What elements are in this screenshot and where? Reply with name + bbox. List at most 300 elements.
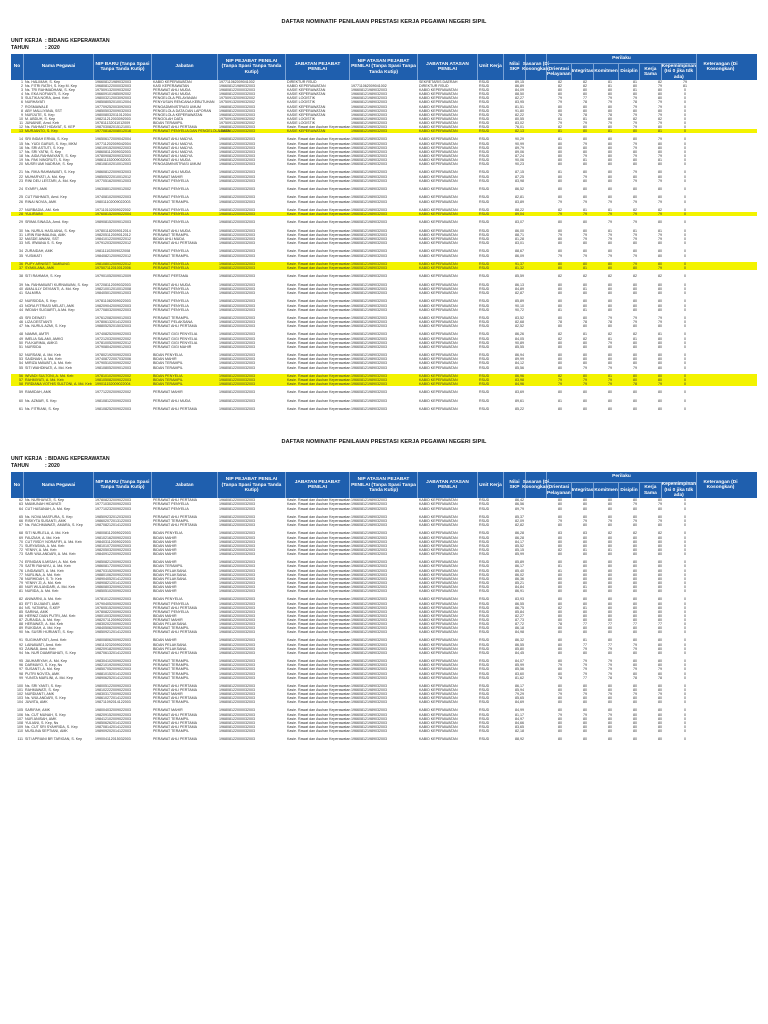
- row-number-cell: 80: [19, 584, 23, 589]
- employee-name-cell: Ns. WULANDARI, S. Kep: [25, 696, 66, 701]
- pejabat-penilai-jabatan-cell: Kasie. Rawat dan Asuhan Keperawatan: [287, 514, 351, 519]
- nilai-skp-cell: 82,68: [515, 320, 524, 325]
- kepemimpinan-cell: 0: [684, 621, 686, 626]
- nilai-skp-cell: 84,09: [515, 88, 524, 93]
- komitmen-cell: 80: [608, 498, 612, 503]
- atasan-nip-cell: 196608121989032003: [351, 104, 387, 109]
- komitmen-cell: 79: [608, 236, 612, 241]
- header-orientasi-pelayanan: Orientasi Pelayanan: [547, 64, 572, 80]
- kepemimpinan-cell: 0: [684, 531, 686, 536]
- row-number-cell: 92: [19, 642, 23, 647]
- employee-nip-cell: 198207112009022003: [95, 617, 131, 622]
- row-number-cell: 105: [17, 708, 23, 713]
- komitmen-cell: 79: [608, 220, 612, 225]
- table-row: [11, 507, 757, 511]
- komitmen-cell: 79: [608, 100, 612, 105]
- atasan-jabatan-cell: KABID KEPERAWATAN: [419, 236, 458, 241]
- sasaran-cell: [526, 254, 547, 258]
- employee-name-cell: Ns. AIDA RAHMAYANTI, S. Kep: [25, 153, 77, 158]
- integritas-cell: 79: [583, 663, 587, 668]
- row-number-cell: 75: [19, 564, 23, 569]
- unit-kerja-cell: RSUD: [479, 199, 490, 204]
- atasan-nip-cell: 196608121989032003: [351, 315, 387, 320]
- nilai-skp-cell: 90,06: [515, 157, 524, 162]
- komitmen-cell: 80: [608, 683, 612, 688]
- nilai-skp-cell: 85,94: [515, 688, 524, 693]
- orientasi-pelayanan-cell: 80: [558, 688, 562, 693]
- komitmen-cell: 80: [608, 361, 612, 366]
- atasan-nip-cell: 196608121989032003: [351, 700, 387, 705]
- integritas-cell: 80: [583, 539, 587, 544]
- pejabat-penilai-jabatan-cell: Kasie. Rawat dan Asuhan Keperawatan: [287, 174, 351, 179]
- komitmen-cell: 80: [608, 344, 612, 349]
- kepemimpinan-cell: 0: [684, 725, 686, 730]
- kepemimpinan-cell: 0: [684, 149, 686, 154]
- employee-jabatan-cell: PERAWAT AHLI MADYA: [153, 149, 193, 154]
- row-number-cell: 68: [19, 531, 23, 536]
- atasan-nip-cell: 196608121989032003: [351, 92, 387, 97]
- atasan-jabatan-cell: KABID KEPERAWATAN: [419, 572, 458, 577]
- header-keterangan: Keterangan (Di Kosongkan): [703, 61, 738, 72]
- pejabat-penilai-jabatan-cell: Kasie. Rawat dan Asuhan Keperawatan: [287, 584, 351, 589]
- employee-nip-cell: 198706132014122003: [95, 650, 131, 655]
- atasan-nip-cell: 196608121989032003: [351, 708, 387, 713]
- kepemimpinan-cell: 0: [684, 663, 686, 668]
- employee-jabatan-cell: PERAWAT AHLI MUDA: [153, 92, 191, 97]
- komitmen-cell: 80: [608, 178, 612, 183]
- pejabat-penilai-nip-cell: 196808122000032003: [219, 299, 255, 304]
- kepemimpinan-cell: 0: [684, 274, 686, 279]
- integritas-cell: 81: [583, 638, 587, 643]
- komitmen-cell: 80: [608, 568, 612, 573]
- employee-nip-cell: 198410122009022012: [95, 236, 131, 241]
- disiplin-cell: 82: [633, 531, 637, 536]
- unit-kerja-cell: RSUD: [479, 344, 490, 349]
- pejabat-penilai-nip-cell: 196808122000032003: [219, 658, 255, 663]
- disiplin-cell: 80: [633, 241, 637, 246]
- keterangan-cell: [697, 162, 744, 166]
- atasan-nip-cell: 196608121989032003: [351, 506, 387, 511]
- unit-kerja-cell: RSUD: [479, 514, 490, 519]
- komitmen-cell: 79: [608, 315, 612, 320]
- orientasi-pelayanan-cell: 80: [558, 737, 562, 742]
- disiplin-cell: 79: [633, 502, 637, 507]
- sasaran-cell: [526, 200, 547, 204]
- employee-jabatan-cell: PERAWAT GIGI PENYELIA: [153, 332, 198, 337]
- orientasi-pelayanan-cell: 81: [558, 137, 562, 142]
- orientasi-pelayanan-cell: 80: [558, 162, 562, 167]
- integritas-cell: 80: [583, 361, 587, 366]
- pejabat-penilai-nip-cell: 196808122000032003: [219, 282, 255, 287]
- employee-name-cell: CUT RAHMATI, Amd. Kep: [25, 195, 67, 200]
- row-number-cell: 107: [17, 716, 23, 721]
- atasan-jabatan-cell: KABID KEPERAWATAN: [419, 207, 458, 212]
- komitmen-cell: 80: [608, 88, 612, 93]
- atasan-nip-cell: 196608121989032003: [351, 580, 387, 585]
- pejabat-penilai-nip-cell: 196808122000032003: [219, 365, 255, 370]
- kerja-sama-cell: 80: [658, 352, 662, 357]
- kerja-sama-cell: 80: [658, 378, 662, 382]
- employee-jabatan-cell: PERAWAT AHLI MADYA: [153, 137, 193, 142]
- kepemimpinan-cell: 0: [684, 88, 686, 93]
- atasan-nip-cell: 196608121989032003: [351, 112, 387, 117]
- integritas-cell: 81: [583, 547, 587, 552]
- kerja-sama-cell: 80: [658, 523, 662, 528]
- integritas-cell: 81: [583, 116, 587, 121]
- pejabat-penilai-nip-cell: 196808122000032003: [219, 716, 255, 721]
- pejabat-penilai-jabatan-cell: Kasie. Rawat dan Asuhan Keperawatan: [287, 195, 351, 200]
- pejabat-penilai-jabatan-cell: Kasie. Rawat dan Asuhan Keperawatan: [287, 663, 351, 668]
- orientasi-pelayanan-cell: 80: [558, 658, 562, 663]
- row-number-cell: 83: [19, 601, 23, 606]
- nilai-skp-cell: 90,72: [515, 307, 524, 312]
- table-row: [11, 407, 757, 411]
- pejabat-penilai-nip-cell: 197509132009032002: [219, 96, 255, 101]
- employee-nip-cell: 198010032009022003: [95, 613, 131, 618]
- disiplin-cell: 79: [633, 104, 637, 109]
- unit-kerja-cell: RSUD: [479, 108, 490, 113]
- pejabat-penilai-nip-cell: 196808122000032003: [219, 332, 255, 337]
- pejabat-penilai-nip-cell: 196808122000032003: [219, 378, 255, 382]
- employee-nip-cell: 196609101985092002: [95, 92, 131, 97]
- integritas-cell: 77: [583, 642, 587, 647]
- employee-jabatan-cell: PERAWAT PENYELIA: [153, 249, 189, 254]
- atasan-jabatan-cell: KABID KEPERAWATAN: [419, 729, 458, 734]
- row-number-cell: 103: [17, 696, 23, 701]
- employee-nip-cell: 197810052009022012: [95, 340, 131, 345]
- header-kerja-sama: Kerja Sama: [640, 64, 661, 80]
- table-row: [11, 179, 757, 183]
- pejabat-penilai-jabatan-cell: Kasie. Rawat dan Asuhan Keperawatan: [287, 220, 351, 225]
- row-number-cell: 28: [19, 212, 23, 217]
- nilai-skp-cell: 86,00: [515, 228, 524, 233]
- disiplin-cell: 79: [633, 232, 637, 237]
- unit-kerja-cell: RSUD: [479, 626, 490, 631]
- atasan-nip-cell: 196608121989032003: [351, 232, 387, 237]
- employee-jabatan-cell: BIDAN MAHIR: [153, 535, 177, 540]
- komitmen-cell: 80: [608, 153, 612, 158]
- komitmen-cell: 81: [608, 84, 612, 89]
- atasan-jabatan-cell: KABID KEPERAWATAN: [419, 502, 458, 507]
- orientasi-pelayanan-cell: 80: [558, 174, 562, 179]
- integritas-cell: 79: [583, 199, 587, 204]
- integritas-cell: 80: [583, 572, 587, 577]
- integritas-cell: 80: [583, 498, 587, 503]
- disiplin-cell: 80: [633, 162, 637, 167]
- employee-nip-cell: 198108012009022012: [95, 261, 131, 266]
- komitmen-cell: 79: [608, 663, 612, 668]
- employee-name-cell: Ns. NURHAYATI, S. Kep: [25, 498, 65, 503]
- employee-nip-cell: 198102222009022003: [95, 688, 131, 693]
- employee-nip-cell: 197711202009042004: [95, 141, 131, 146]
- unit-kerja-cell: RSUD: [479, 708, 490, 713]
- pejabat-penilai-nip-cell: 196808122000032003: [219, 186, 255, 191]
- kerja-sama-cell: 79: [658, 137, 662, 142]
- pejabat-penilai-nip-cell: 197711062009041002: [219, 80, 255, 84]
- unit-kerja-cell: RSUD: [479, 253, 490, 258]
- pejabat-penilai-jabatan-cell: KASIE LOGISTIK: [287, 96, 316, 101]
- unit-kerja-cell: RSUD: [479, 617, 490, 622]
- atasan-jabatan-cell: KABID KEPERAWATAN: [419, 299, 458, 304]
- pejabat-penilai-nip-cell: 196808122000032003: [219, 650, 255, 655]
- orientasi-pelayanan-cell: 80: [558, 88, 562, 93]
- header-nip-atasan: NIP ATASAN PEJABAT PENILAI (Tanpa Spasi Tanpa Tanda Kutip): [350, 472, 418, 498]
- kerja-sama-cell: 79: [658, 84, 662, 89]
- kerja-sama-cell: 80: [658, 642, 662, 647]
- employee-jabatan-cell: PERAWAT PENYELIA: [153, 220, 189, 225]
- employee-jabatan-cell: PERAWAT AHLI MUDA: [153, 170, 191, 175]
- pejabat-penilai-jabatan-cell: Kasie. Rawat dan Asuhan Keperawatan: [287, 642, 351, 647]
- unit-kerja-line: [0, 38, 768, 45]
- unit-kerja-cell: RSUD: [479, 539, 490, 544]
- employee-jabatan-cell: PERAWAT TERAMPIL: [153, 232, 190, 237]
- row-number-cell: 31: [19, 232, 23, 237]
- kepemimpinan-cell: 0: [684, 523, 686, 528]
- employee-name-cell: Ns. CUT SRI SYAHRIDA, S. Kep: [25, 725, 78, 730]
- kepemimpinan-cell: 0: [684, 291, 686, 296]
- kerja-sama-cell: 80: [658, 324, 662, 329]
- unit-kerja-cell: RSUD: [479, 261, 490, 266]
- atasan-jabatan-cell: KABID KEPERAWATAN: [419, 286, 458, 291]
- orientasi-pelayanan-cell: 79: [558, 199, 562, 204]
- integritas-cell: 79: [583, 232, 587, 237]
- unit-kerja-value: : BIDANG KEPERAWATAN: [45, 456, 110, 463]
- tahun-value: : 2020: [45, 463, 60, 470]
- pejabat-penilai-nip-cell: 196808122000032003: [219, 535, 255, 540]
- atasan-nip-cell: 196608121989032003: [351, 671, 387, 676]
- disiplin-cell: 80: [633, 157, 637, 162]
- kepemimpinan-cell: 0: [684, 646, 686, 651]
- integritas-cell: 80: [583, 352, 587, 357]
- atasan-jabatan-cell: KABID KEPERAWATAN: [419, 547, 458, 552]
- pejabat-penilai-jabatan-cell: Kasie. Rawat dan Asuhan Keperawatan: [287, 721, 351, 726]
- orientasi-pelayanan-cell: 80: [558, 597, 562, 602]
- orientasi-pelayanan-cell: 80: [558, 108, 562, 113]
- orientasi-pelayanan-cell: 80: [558, 667, 562, 672]
- disiplin-cell: 80: [633, 307, 637, 312]
- pejabat-penilai-nip-cell: 196808122000032003: [219, 125, 255, 130]
- kerja-sama-cell: 80: [658, 725, 662, 730]
- komitmen-cell: 80: [608, 241, 612, 246]
- employee-name-cell: PUPY ARNISET TAMBUNG: [25, 261, 70, 266]
- atasan-nip-cell: 197711062009041002: [351, 84, 387, 89]
- komitmen-cell: 79: [608, 378, 612, 382]
- atasan-nip-cell: 196608121989032003: [351, 721, 387, 726]
- orientasi-pelayanan-cell: 81: [558, 307, 562, 312]
- employee-jabatan-cell: BIDAN PELAKSANA: [153, 642, 187, 647]
- disiplin-cell: 79: [633, 125, 637, 130]
- unit-kerja-cell: RSUD: [479, 675, 490, 680]
- komitmen-cell: 80: [608, 716, 612, 721]
- employee-jabatan-cell: PERAWAT PENYELIA DAN PENGELOLA DATA: [153, 129, 230, 134]
- table-row: [11, 552, 757, 556]
- employee-name-cell: SYAKILANA, AMK: [25, 266, 55, 271]
- header-perilaku-title: Perilaku: [547, 54, 696, 64]
- employee-name-cell: ZAINAB, Amd. Keb: [25, 646, 56, 651]
- unit-kerja-cell: RSUD: [479, 683, 490, 688]
- nilai-skp-cell: 90,29: [515, 137, 524, 142]
- employee-name-cell: YENNY ZI, A. Md. Keb: [25, 580, 62, 585]
- pejabat-penilai-nip-cell: 196808122000032003: [219, 141, 255, 146]
- employee-nip-cell: 197408102009022003: [95, 195, 131, 200]
- disiplin-cell: 80: [633, 390, 637, 395]
- unit-kerja-cell: RSUD: [479, 382, 490, 387]
- keterangan-cell: [697, 729, 744, 733]
- kerja-sama-cell: 80: [658, 576, 662, 581]
- employee-nip-cell: 196506172009042004: [95, 137, 131, 142]
- employee-nip-cell: 197712202009022002: [95, 390, 131, 395]
- atasan-jabatan-cell: KABID KEPERAWATAN: [419, 137, 458, 142]
- sasaran-cell: [526, 308, 547, 312]
- atasan-jabatan-cell: KABID KEPERAWATAN: [419, 162, 458, 167]
- atasan-nip-cell: 196608121989032003: [351, 324, 387, 329]
- employee-nip-cell: 197605152009022003: [95, 605, 131, 610]
- pejabat-penilai-jabatan-cell: Kasie. Rawat dan Asuhan Keperawatan: [287, 125, 351, 130]
- row-number-cell: 111: [17, 737, 23, 742]
- employee-nip-cell: 198003212003092003: [95, 96, 131, 101]
- unit-kerja-cell: RSUD: [479, 120, 490, 125]
- kepemimpinan-cell: 0: [684, 266, 686, 271]
- pejabat-penilai-nip-cell: 196808122000032003: [219, 315, 255, 320]
- pejabat-penilai-jabatan-cell: Kasie. Rawat dan Asuhan Keperawatan: [287, 580, 351, 585]
- disiplin-cell: 80: [633, 195, 637, 200]
- pejabat-penilai-nip-cell: 196808122000032003: [219, 725, 255, 730]
- unit-kerja-cell: RSUD: [479, 365, 490, 370]
- kepemimpinan-cell: 0: [684, 357, 686, 362]
- pejabat-penilai-nip-cell: 196808122000032003: [219, 663, 255, 668]
- disiplin-cell: 82: [633, 207, 637, 212]
- unit-kerja-cell: RSUD: [479, 584, 490, 589]
- atasan-jabatan-cell: KABID KEPERAWATAN: [419, 605, 458, 610]
- kerja-sama-cell: 80: [658, 195, 662, 200]
- atasan-jabatan-cell: KABID KEPERAWATAN: [419, 716, 458, 721]
- sasaran-cell: [526, 651, 547, 655]
- employee-name-cell: Ns. YUDI GARUS, S. Kep, MKM: [25, 141, 77, 146]
- kepemimpinan-cell: 0: [684, 721, 686, 726]
- header-nip-pejabat-penilai: NIP PEJABAT PENILAI (Tanpa Spasi Tanpa Tanda Kutip): [218, 54, 286, 80]
- kerja-sama-cell: 80: [658, 261, 662, 266]
- employee-jabatan-cell: BIDAN MAHIR: [153, 613, 177, 618]
- pejabat-penilai-nip-cell: 196808122000032003: [219, 609, 255, 614]
- nilai-skp-cell: 85,22: [515, 406, 524, 411]
- table-row: [11, 589, 757, 593]
- komitmen-cell: 80: [608, 249, 612, 254]
- employee-jabatan-cell: BIDAN MAHIR: [153, 543, 177, 548]
- employee-name-cell: ZURAIDAH, AMK: [25, 249, 53, 254]
- row-number-cell: 97: [19, 667, 23, 672]
- atasan-jabatan-cell: KABID KEPERAWATAN: [419, 129, 458, 134]
- table-row: [11, 737, 757, 741]
- row-number-cell: 30: [19, 228, 23, 233]
- atasan-nip-cell: 196608121989032003: [351, 207, 387, 212]
- pejabat-penilai-jabatan-cell: Kasie. Rawat dan Asuhan Keperawatan: [287, 716, 351, 721]
- unit-kerja-cell: RSUD: [479, 547, 490, 552]
- disiplin-cell: 80: [633, 729, 637, 734]
- kepemimpinan-cell: 0: [684, 344, 686, 349]
- atasan-nip-cell: 196608121989032003: [351, 253, 387, 258]
- pejabat-penilai-jabatan-cell: Kasie. Rawat dan Asuhan Keperawatan: [287, 178, 351, 183]
- unit-kerja-cell: RSUD: [479, 663, 490, 668]
- employee-jabatan-cell: BIDAN MAHIR: [153, 539, 177, 544]
- atasan-jabatan-cell: KABID KEPERAWATAN: [419, 344, 458, 349]
- komitmen-cell: 80: [608, 650, 612, 655]
- kerja-sama-cell: 82: [658, 207, 662, 212]
- unit-kerja-cell: RSUD: [479, 700, 490, 705]
- komitmen-cell: 79: [608, 658, 612, 663]
- atasan-jabatan-cell: KABID KEPERAWATAN: [419, 712, 458, 717]
- nilai-skp-cell: 88,92: [515, 737, 524, 742]
- orientasi-pelayanan-cell: 80: [558, 551, 562, 556]
- integritas-cell: 77: [583, 621, 587, 626]
- unit-kerja-cell: RSUD: [479, 149, 490, 154]
- orientasi-pelayanan-cell: 80: [558, 523, 562, 528]
- integritas-cell: 80: [583, 261, 587, 266]
- komitmen-cell: 80: [608, 729, 612, 734]
- pejabat-penilai-jabatan-cell: Kasie. Rawat dan Asuhan Keperawatan: [287, 708, 351, 713]
- atasan-nip-cell: 196608121989032003: [351, 531, 387, 536]
- disiplin-cell: 80: [633, 137, 637, 142]
- komitmen-cell: 82: [608, 274, 612, 279]
- row-number-cell: 16: [19, 145, 23, 150]
- row-number-cell: 52: [19, 352, 23, 357]
- integritas-cell: 82: [583, 80, 587, 84]
- employee-name-cell: NUR ANISAH, AMK: [25, 716, 57, 721]
- employee-name-cell: NS. YATIMRA, S.KEP: [25, 605, 60, 610]
- pejabat-penilai-jabatan-cell: Kasie. Rawat dan Asuhan Keperawatan: [287, 564, 351, 569]
- nilai-skp-cell: 89,04: [515, 212, 524, 217]
- row-number-cell: 58: [19, 382, 23, 387]
- pejabat-penilai-nip-cell: 196808122000032003: [219, 382, 255, 387]
- pejabat-penilai-jabatan-cell: KASIE KEPERAWATAN: [287, 129, 326, 134]
- pejabat-penilai-jabatan-cell: Kasie. Rawat dan Asuhan Keperawatan: [287, 502, 351, 507]
- row-number-cell: 79: [19, 580, 23, 585]
- employee-nip-cell: 197908042009012003: [95, 344, 131, 349]
- unit-kerja-cell: RSUD: [479, 220, 490, 225]
- atasan-jabatan-cell: KABID KEPERAWATAN: [419, 667, 458, 672]
- unit-kerja-cell: RSUD: [479, 286, 490, 291]
- employee-name-cell: JUWITA, AMK: [25, 700, 48, 705]
- employee-nip-cell: 198210192009022003: [95, 663, 131, 668]
- atasan-jabatan-cell: KABID KEPERAWATAN: [419, 332, 458, 337]
- orientasi-pelayanan-cell: 82: [558, 84, 562, 89]
- employee-name-cell: MURJANTO, S. Kep: [25, 129, 58, 134]
- orientasi-pelayanan-cell: 80: [558, 646, 562, 651]
- pejabat-penilai-nip-cell: 196808122000032003: [219, 696, 255, 701]
- integritas-cell: 80: [583, 324, 587, 329]
- row-number-cell: 11: [19, 120, 23, 125]
- employee-name-cell: ERNIDAN ILMISAH, A. Md. Keb: [25, 560, 77, 565]
- unit-kerja-cell: RSUD: [479, 320, 490, 325]
- kepemimpinan-cell: 0: [684, 560, 686, 565]
- employee-name-cell: PUTRI NOVITA, AMK: [25, 671, 60, 676]
- unit-kerja-cell: RSUD: [479, 88, 490, 93]
- pejabat-penilai-nip-cell: 196808122000032003: [219, 253, 255, 258]
- atasan-jabatan-cell: KABID KEPERAWATAN: [419, 580, 458, 585]
- atasan-jabatan-cell: KABID KEPERAWATAN: [419, 721, 458, 726]
- atasan-jabatan-cell: KABID KEPERAWATAN: [419, 613, 458, 618]
- row-number-cell: 43: [19, 303, 23, 308]
- employee-jabatan-cell: PERAWAT MAHIR: [153, 692, 183, 697]
- atasan-jabatan-cell: KABID KEPERAWATAN: [419, 638, 458, 643]
- nilai-skp-cell: 86,17: [515, 564, 524, 569]
- atasan-jabatan-cell: KABID KEPERAWATAN: [419, 141, 458, 146]
- employee-name-cell: RUKIDAH, A. Md. Kep: [25, 626, 61, 631]
- employee-name-cell: SITI WAHDINATI, A. Md. Keb: [25, 365, 72, 370]
- employee-jabatan-cell: PERAWAT PENYELIA: [153, 178, 189, 183]
- unit-kerja-cell: RSUD: [479, 315, 490, 320]
- orientasi-pelayanan-cell: 79: [558, 120, 562, 125]
- disiplin-cell: 79: [633, 112, 637, 117]
